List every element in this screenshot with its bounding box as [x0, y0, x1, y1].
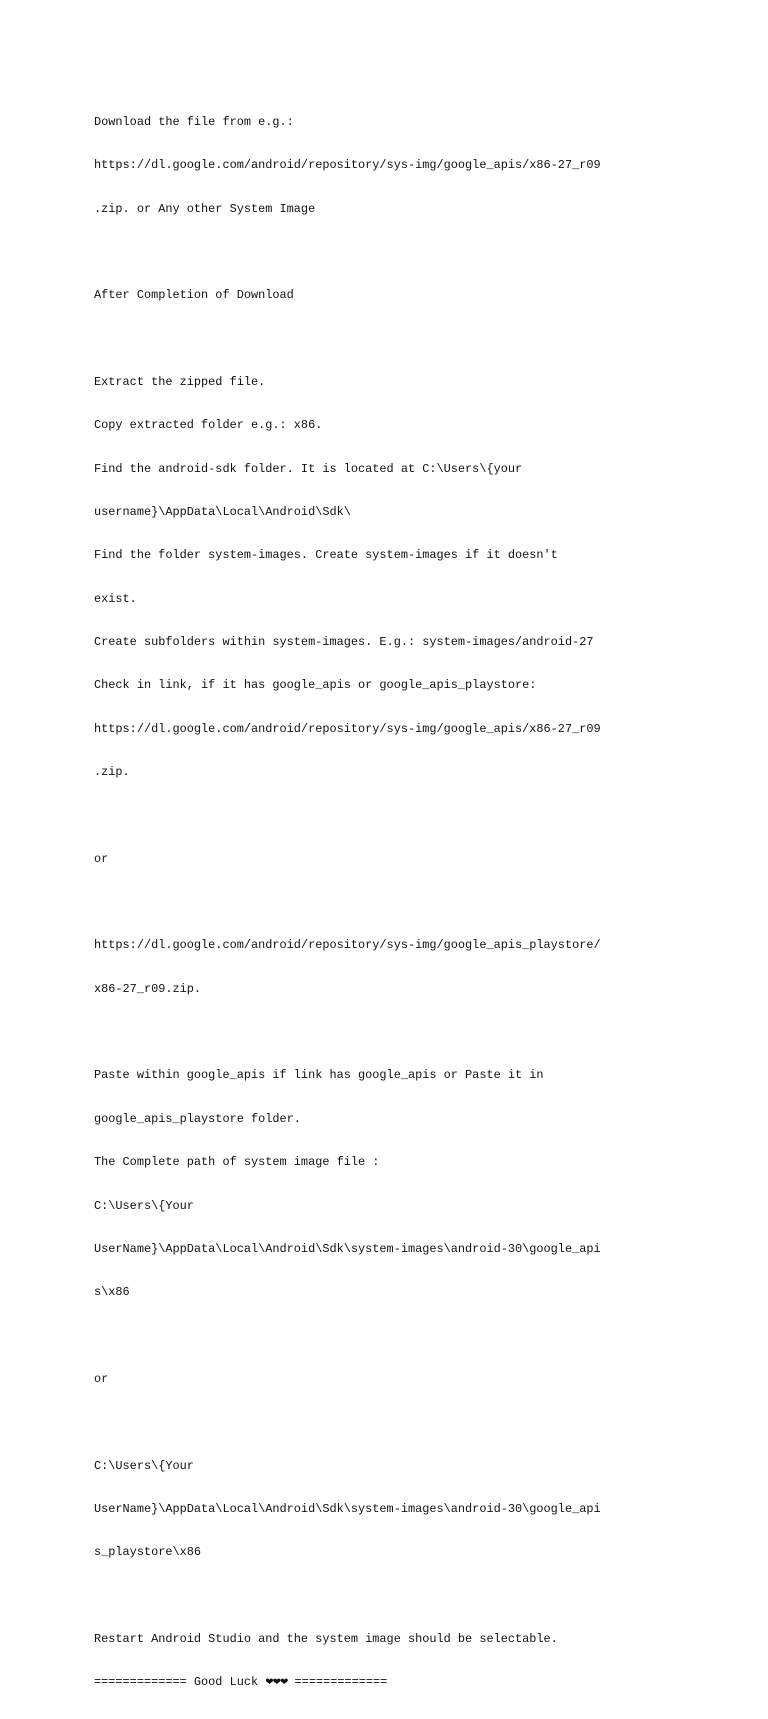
- text-line: The Complete path of system image file :: [94, 1155, 380, 1170]
- text-line: Restart Android Studio and the system image should be selectable.: [94, 1631, 558, 1646]
- text-line-url: https://dl.google.com/android/repository/sys-img/google_apis/x86-27_r09: [94, 721, 601, 736]
- text-line: Find the android-sdk folder. It is located at C:\Users\{your: [94, 461, 523, 476]
- footer-line: [94, 1675, 694, 1689]
- text-line: Paste within google_apis if link has google_apis or Paste it in: [94, 1068, 544, 1083]
- text-line: Copy extracted folder e.g.: x86.: [94, 418, 323, 433]
- blank-line: [94, 895, 694, 909]
- text-line-path: UserName}\AppData\Local\Android\Sdk\system-images\android-30\google_api: [94, 1241, 601, 1256]
- blank-line: [94, 1025, 694, 1039]
- text-line: google_apis_playstore folder.: [94, 1111, 301, 1126]
- text-line: After Completion of Download: [94, 288, 294, 303]
- blank-line: [94, 1329, 694, 1343]
- document-text: [94, 86, 694, 1719]
- text-line-path: UserName}\AppData\Local\Android\Sdk\system-images\android-30\google_api: [94, 1501, 601, 1516]
- text-line-path: C:\Users\{Your: [94, 1198, 194, 1213]
- blank-line: [94, 1589, 694, 1603]
- text-line-path: C:\Users\{Your: [94, 1458, 194, 1473]
- hearts-icon: ❤❤❤: [265, 1677, 288, 1689]
- text-line: Extract the zipped file.: [94, 374, 266, 389]
- footer-right: =============: [287, 1675, 388, 1690]
- text-line-url: https://dl.google.com/android/repository/sys-img/google_apis_playstore/: [94, 938, 601, 953]
- blank-line: [94, 332, 694, 346]
- blank-line: [94, 1415, 694, 1429]
- text-line: Find the folder system-images. Create system-images if it doesn't: [94, 548, 558, 563]
- text-line: username}\AppData\Local\Android\Sdk\: [94, 505, 351, 519]
- blank-line: [94, 808, 694, 822]
- text-line: .zip.: [94, 765, 130, 780]
- text-line: or: [94, 1371, 109, 1386]
- text-line: x86-27_r09.zip.: [94, 981, 202, 996]
- footer-left: ============= Good Luck: [94, 1675, 266, 1690]
- text-line: Download the file from e.g.:: [94, 114, 294, 129]
- blank-line: [94, 245, 694, 259]
- text-line: Check in link, if it has google_apis or google_apis_playstore:: [94, 678, 537, 693]
- text-line: .zip. or Any other System Image: [94, 201, 316, 216]
- text-line-path: s_playstore\x86: [94, 1545, 202, 1560]
- text-line-url: https://dl.google.com/android/repository/sys-img/google_apis/x86-27_r09: [94, 158, 601, 173]
- text-line: Create subfolders within system-images. E.g.: system-images/android-27: [94, 635, 594, 650]
- text-line: exist.: [94, 591, 137, 606]
- text-line: or: [94, 851, 109, 866]
- text-line-path: s\x86: [94, 1285, 130, 1300]
